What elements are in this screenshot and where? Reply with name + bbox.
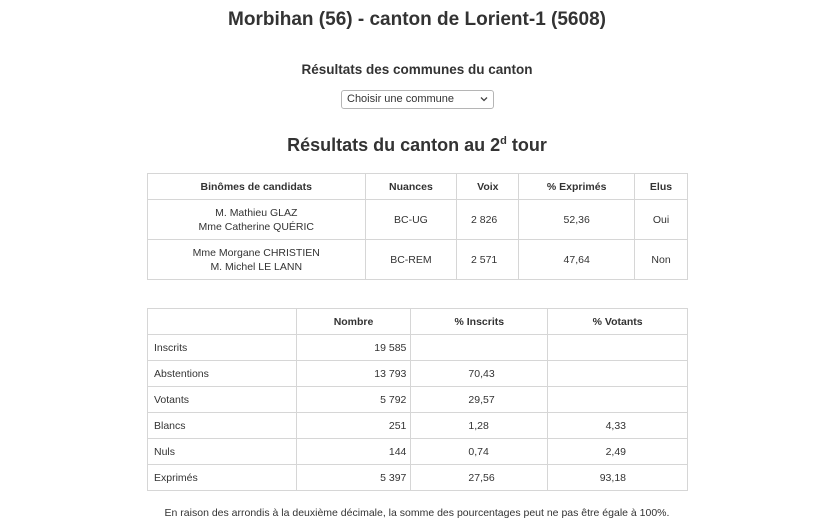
candidate-name: M. Michel LE LANN: [210, 260, 303, 273]
col-header-nuances: Nuances: [365, 174, 457, 200]
stat-pct-votants: 4,33: [548, 413, 688, 439]
pct-exprimes-cell: 47,64: [519, 240, 635, 280]
results-title-main: Résultats du canton au 2: [287, 135, 501, 155]
stat-label: Exprimés: [148, 465, 297, 491]
table-row: [148, 200, 688, 240]
stat-nombre: 5 397: [296, 465, 411, 491]
col-header-pct-inscrits: % Inscrits: [411, 309, 548, 335]
table-row: [148, 465, 688, 491]
col-header-empty: [148, 309, 297, 335]
table-row: [148, 335, 688, 361]
candidate-pair-cell: [148, 240, 366, 280]
stat-pct-inscrits: 27,56: [411, 465, 548, 491]
voix-cell: 2 571: [457, 240, 519, 280]
table-row: [148, 439, 688, 465]
col-header-pct-votants: % Votants: [548, 309, 688, 335]
chevron-down-icon: [479, 93, 489, 105]
voix-cell: 2 826: [457, 200, 519, 240]
table-row: [148, 240, 688, 280]
stat-label: Blancs: [148, 413, 297, 439]
stat-nombre: 19 585: [296, 335, 411, 361]
stat-pct-votants: [548, 335, 688, 361]
nuance-cell: BC-UG: [365, 200, 457, 240]
elu-cell: Oui: [635, 200, 688, 240]
stat-nombre: 5 792: [296, 387, 411, 413]
stat-pct-inscrits: 0,74: [411, 439, 548, 465]
stat-label: Abstentions: [148, 361, 297, 387]
commune-select[interactable]: [341, 90, 494, 109]
stat-pct-inscrits: 1,28: [411, 413, 548, 439]
stat-nombre: 13 793: [296, 361, 411, 387]
stat-label: Votants: [148, 387, 297, 413]
stat-label: Inscrits: [148, 335, 297, 361]
table-row: [148, 387, 688, 413]
stat-nombre: 144: [296, 439, 411, 465]
footnote: En raison des arrondis à la deuxième décimale, la somme des pourcentages peut ne pas être égale à 100%.: [164, 507, 670, 519]
col-header-voix: Voix: [457, 174, 519, 200]
col-header-nombre: Nombre: [296, 309, 411, 335]
results-title-end: tour: [506, 135, 547, 155]
stat-pct-inscrits: 29,57: [411, 387, 548, 413]
col-header-pct-exprimes: % Exprimés: [519, 174, 635, 200]
stat-pct-votants: [548, 361, 688, 387]
stat-pct-votants: 2,49: [548, 439, 688, 465]
stat-pct-votants: [548, 387, 688, 413]
candidate-pair-cell: [148, 200, 366, 240]
col-header-elus: Elus: [635, 174, 688, 200]
pct-exprimes-cell: 52,36: [519, 200, 635, 240]
stat-nombre: 251: [296, 413, 411, 439]
stat-pct-votants: 93,18: [548, 465, 688, 491]
stat-label: Nuls: [148, 439, 297, 465]
candidate-name: M. Mathieu GLAZ: [215, 206, 298, 219]
candidate-name: Mme Catherine QUÉRIC: [198, 220, 315, 233]
stats-header-row: [148, 309, 688, 335]
candidates-header-row: [148, 174, 688, 200]
page-title: Morbihan (56) - canton de Lorient-1 (5608): [228, 9, 606, 30]
commune-select-value: Choisir une commune: [347, 93, 454, 105]
candidates-table: [147, 173, 688, 280]
nuance-cell: BC-REM: [365, 240, 457, 280]
commune-select-wrapper: [341, 90, 494, 109]
results-title-sup: d: [500, 135, 507, 147]
table-row: [148, 413, 688, 439]
table-row: [148, 361, 688, 387]
stats-table: [147, 308, 688, 491]
communes-section-title: Résultats des communes du canton: [301, 62, 533, 77]
elu-cell: Non: [635, 240, 688, 280]
col-header-binomes: Binômes de candidats: [148, 174, 366, 200]
stat-pct-inscrits: [411, 335, 548, 361]
stat-pct-inscrits: 70,43: [411, 361, 548, 387]
candidate-name: Mme Morgane CHRISTIEN: [192, 246, 320, 259]
results-title: [0, 134, 820, 156]
